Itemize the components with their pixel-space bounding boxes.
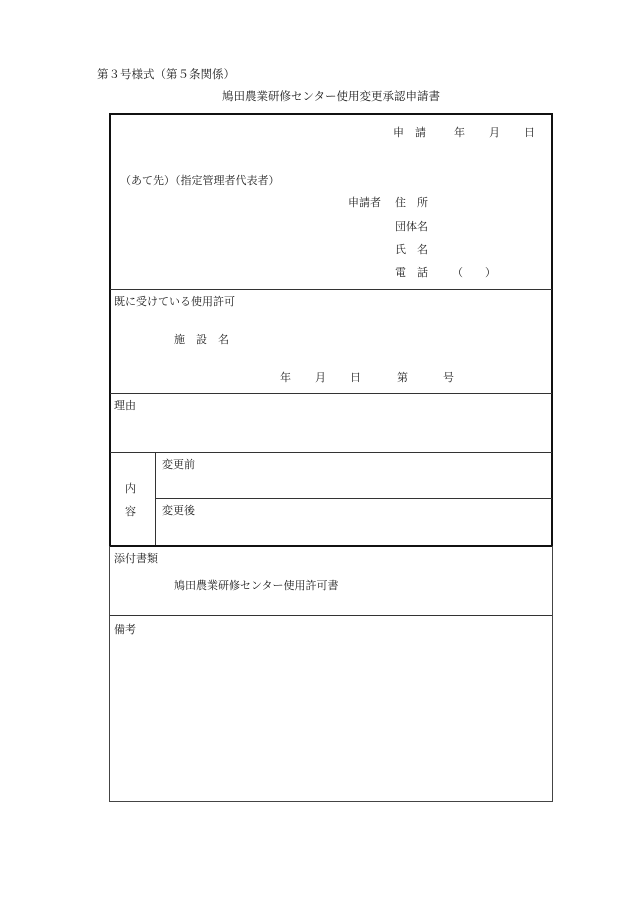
applicant-address-label: 住 所	[395, 196, 428, 209]
change-before-label: 変更前	[162, 458, 195, 471]
date-day-label: 日	[524, 126, 535, 139]
permit-number-suffix: 号	[443, 371, 454, 384]
reason-label: 理由	[114, 399, 136, 412]
form-title: 鳩田農業研修センター使用変更承認申請書	[222, 89, 441, 103]
addressee: （あて先）（指定管理者代表者）	[120, 174, 280, 187]
facility-name-label: 施 設 名	[174, 333, 229, 346]
existing-permit-heading: 既に受けている使用許可	[114, 295, 235, 308]
attachment-document: 鳩田農業研修センター使用許可書	[174, 579, 339, 592]
divider-contents-vertical	[155, 452, 156, 545]
applicant-role-label: 申請者	[348, 196, 381, 209]
form-number: 第３号様式（第５条関係）	[97, 67, 235, 81]
divider-permit	[110, 393, 552, 394]
date-month-label: 月	[489, 126, 500, 139]
permit-day-label: 日	[350, 371, 361, 384]
permit-month-label: 月	[315, 371, 326, 384]
divider-remarks	[110, 615, 552, 616]
divider-applicant	[110, 289, 552, 290]
attachments-label: 添付書類	[114, 552, 158, 565]
divider-contents	[155, 498, 552, 499]
divider-reason	[110, 452, 552, 453]
contents-label-bottom: 容	[125, 505, 136, 518]
applicant-phone-label: 電 話	[395, 266, 428, 279]
permit-year-label: 年	[280, 371, 291, 384]
change-after-label: 変更後	[162, 504, 195, 517]
date-apply-label: 申 請	[393, 126, 426, 139]
applicant-group-label: 団体名	[395, 220, 428, 233]
permit-number-prefix: 第	[397, 371, 408, 384]
contents-label-top: 内	[125, 482, 136, 495]
applicant-phone-parens: （ ）	[452, 266, 496, 279]
date-year-label: 年	[454, 126, 465, 139]
applicant-name-label: 氏 名	[395, 243, 428, 256]
remarks-label: 備考	[114, 623, 136, 636]
